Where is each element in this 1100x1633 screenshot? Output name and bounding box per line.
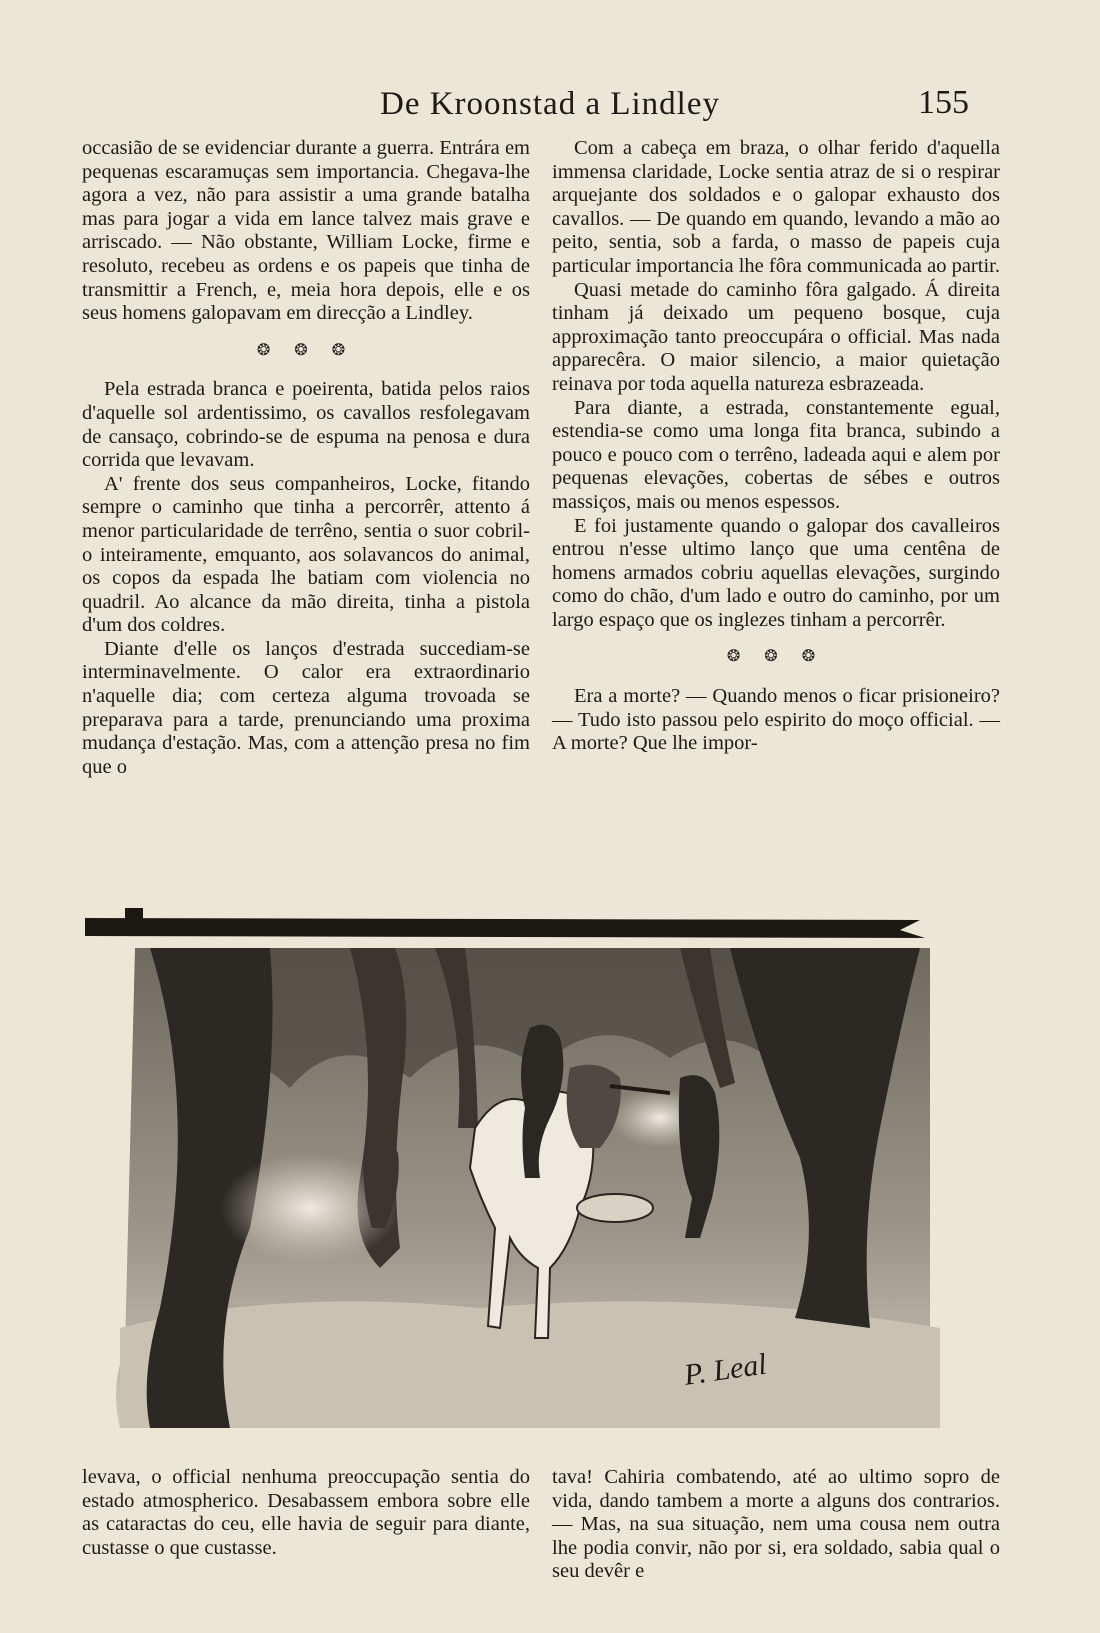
paragraph: Quasi metade do caminho fôra galgado. Á direita tinham já deixado um pequeno bosque, cuja approximação tanto preoccupára o official. Mas nada apparecêra. O maior silencio, a maior quietação reinava por toda aquella natureza esbrazeada. [552,278,1000,395]
paragraph: Diante d'elle os lanços d'estrada succediam-se interminavelmente. O calor era extraordinario n'aquelle dia; com certeza alguma trovoada se preparava para a tarde, prenunciando uma proxima mudança d'estação. Mas, com a attenção presa no fim que o [82,637,530,778]
paragraph: levava, o official nenhuma preoccupação sentia do estado atmospherico. Desabassem embora sobre elle as cataractas do ceu, elle havia de seguir para diante, custasse o que custasse. [82,1466,530,1559]
frame-beam [85,918,925,938]
paragraph: Pela estrada branca e poeirenta, batida pelos raios d'aquelle sol ardentissimo, os cavallos resfolegavam de cansaço, cobrindo-se de espuma na penosa e dura corrida que levavam. [82,378,530,472]
section-ornament: ❂ ❂ ❂ [726,648,826,666]
paragraph: occasião de se evidenciar durante a guerra. Entrára em pequenas escaramuças sem importancia. Chegava-lhe agora a vez, não para assistir a uma grande batalha mas para jogar a vida em lance talvez mais grave e arriscado. — Não obstante, William Locke, firme e resoluto, recebeu as ordens e os papeis que tinha de transmittir a French, e, meia hora depois, elle e os seus homens galopavam em direcção a Lindley. [82,137,530,325]
section-ornament: ❂ ❂ ❂ [256,341,356,359]
paragraph: Com a cabeça em braza, o olhar ferido d'aquella immensa claridade, Locke sentia atraz de si o respirar arquejante dos soldados e o galopar exhausto dos cavallos. — De quando em quando, levando a mão ao peito, sentia, sob a farda, o masso de papeis cuja particular importancia lhe fôra communicada ao partir. [552,137,1000,277]
left-column-top [82,137,530,779]
paragraph: Era a morte? — Quando menos o ficar prisioneiro? — Tudo isto passou pelo espirito do moço official. — A morte? Que lhe impor- [552,685,1000,755]
left-column-bottom [82,1466,530,1560]
frame-post [125,908,143,928]
artist-signature: P. Leal [682,1347,769,1392]
right-column-bottom [552,1466,1000,1584]
page-number: 155 [918,84,969,121]
right-column-top [552,137,1000,756]
paragraph: A' frente dos seus companheiros, Locke, fitando sempre o caminho que tinha a percorrêr, attento á menor particularidade de terrêno, sentia o suor cobril-o inteiramente, emquanto, aos solavancos do animal, os copos da espada lhe batiam com violencia no quadril. Ao alcance da mão direita, tinha a pistola d'um dos coldres. [82,472,530,637]
running-title: De Kroonstad a Lindley [380,86,720,122]
paragraph: Para diante, a estrada, constantemente egual, estendia-se como uma longa fita branca, subindo a pouco e pouco com o terrêno, ladeada aqui e alem por pequenas elevações, cobertas de sébes e outros massiços, mais ou menos espessos. [552,396,1000,513]
paragraph: E foi justamente quando o galopar dos cavalleiros entrou n'esse ultimo lanço que uma centêna de homens armados cobriu aquellas elevações, surgindo como do chão, d'um lado e outro do caminho, por um largo espaço que os inglezes tinham a percorrêr. [552,514,1000,631]
engraving-illustration [80,908,1000,1448]
fallen-soldier [577,1194,653,1222]
paragraph: tava! Cahiria combatendo, até ao ultimo sopro de vida, dando tambem a morte a alguns dos contrarios. — Mas, na sua situação, nem uma cousa nem outra lhe podia convir, não por si, era soldado, sabia qual o seu devêr e [552,1466,1000,1583]
